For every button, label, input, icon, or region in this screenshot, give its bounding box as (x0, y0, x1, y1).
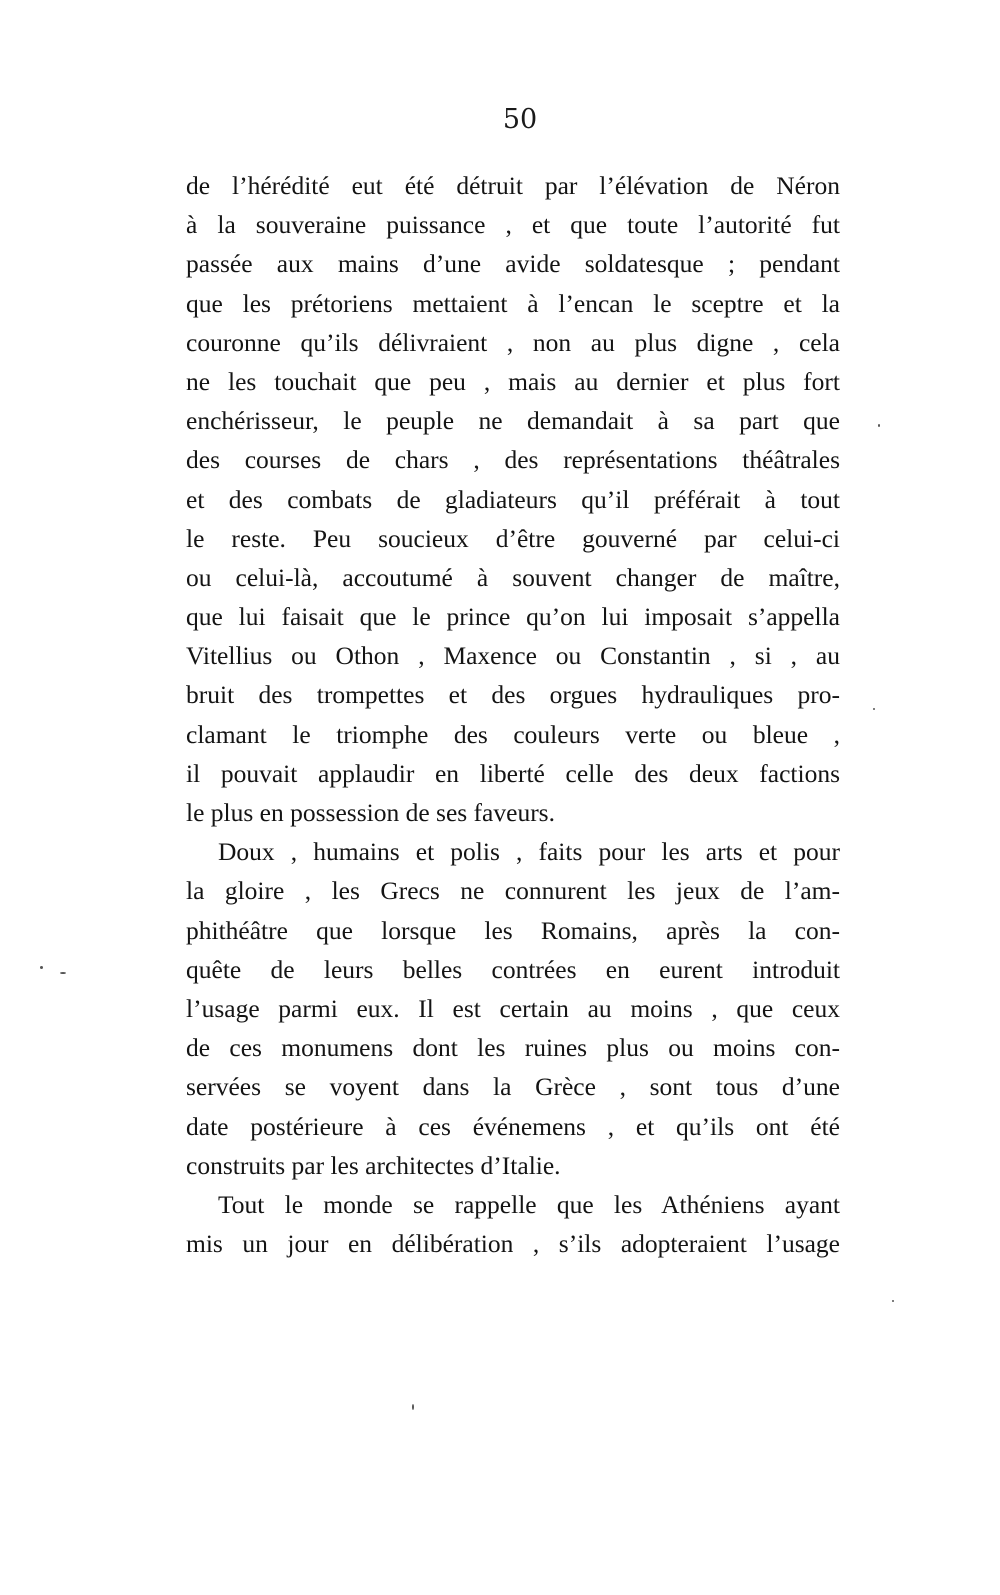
text-line: ne les touchait que peu , mais au dernier et plus fort (186, 366, 840, 396)
text-line: que lui faisait que le prince qu’on lui imposait s’appella (186, 602, 840, 632)
text-line: date postérieure à ces événemens , et qu’ils ont été (186, 1111, 840, 1141)
text-line: passée aux mains d’une avide soldatesque ; pendant (186, 249, 840, 279)
text-line: ou celui-là, accoutumé à souvent changer de maître, (186, 562, 840, 592)
text-line: mis un jour en délibération , s’ils adopteraient l’usage (186, 1229, 840, 1259)
text-line: Tout le monde se rappelle que les Athéniens ayant (218, 1189, 840, 1219)
text-line: enchérisseur, le peuple ne demandait à sa part que (186, 406, 840, 436)
text-line: le plus en possession de ses faveurs. (186, 798, 555, 827)
text-line: des courses de chars , des représentations théâtrales (186, 445, 840, 475)
scan-speck (878, 424, 880, 427)
text-line: construits par les architectes d’Italie. (186, 1150, 561, 1180)
paragraph-1 (186, 166, 840, 832)
text-line: servées se voyent dans la Grèce , sont tous d’une (186, 1072, 840, 1102)
text-line: il pouvait applaudir en liberté celle des deux factions (186, 758, 840, 788)
text-line: le reste. Peu soucieux d’être gouverné par celui-ci (186, 523, 840, 553)
scan-speck (892, 1300, 894, 1302)
scan-speck (412, 1404, 414, 1410)
text-line: phithéâtre que lorsque les Romains, après la con- (186, 915, 840, 945)
text-line: que les prétoriens mettaient à l’encan le sceptre et la (186, 288, 840, 318)
text-line: la gloire , les Grecs ne connurent les jeux de l’am- (186, 876, 840, 906)
scan-speck (873, 708, 875, 710)
text-line: de l’hérédité eut été détruit par l’élévation de Néron (186, 171, 840, 200)
body-text (186, 166, 840, 1263)
text-line: à la souveraine puissance , et que toute l’autorité fut (186, 210, 840, 240)
text-line: quête de leurs belles contrées en eurent introduit (186, 954, 840, 984)
text-line: l’usage parmi eux. Il est certain au moins , que ceux (186, 993, 840, 1023)
paragraph-2 (186, 832, 840, 1185)
text-line: de ces monumens dont les ruines plus ou moins con- (186, 1033, 840, 1063)
text-line: bruit des trompettes et des orgues hydrauliques pro- (186, 680, 840, 710)
paragraph-3 (186, 1185, 840, 1263)
scan-speck (40, 966, 43, 969)
text-line: clamant le triomphe des couleurs verte ou bleue , (186, 719, 840, 749)
text-line: Doux , humains et polis , faits pour les arts et pour (218, 837, 840, 867)
scan-speck (60, 972, 66, 974)
text-line: Vitellius ou Othon , Maxence ou Constantin , si , au (186, 641, 840, 671)
text-line: et des combats de gladiateurs qu’il préférait à tout (186, 484, 840, 514)
text-line: couronne qu’ils délivraient , non au plus digne , cela (186, 327, 840, 357)
page-number: 50 (502, 104, 538, 135)
